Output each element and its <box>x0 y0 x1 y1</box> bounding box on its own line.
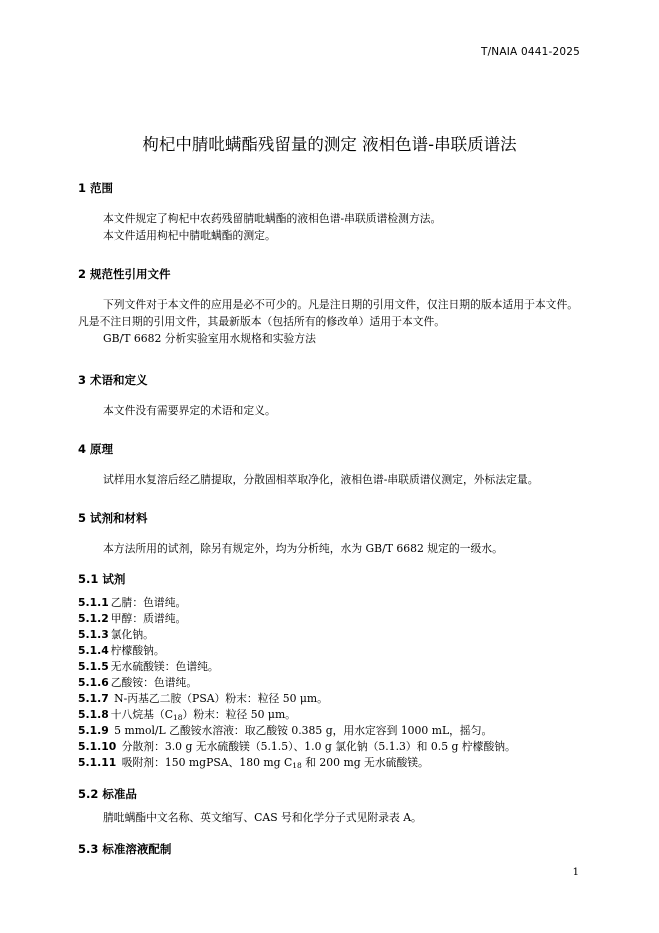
paragraph: 腈吡螨酯中文名称、英文缩写、CAS 号和化学分子式见附录表 A。 <box>103 811 422 824</box>
list-item: 5.1.11 吸附剂：150 mgPSA、180 mg $C_{18}$ 和 200 mg 无水硫酸镁。 <box>78 756 429 770</box>
list-item: 5.1.2 甲醇：质谱纯。 <box>78 612 187 625</box>
list-item: 5.1.10 分散剂：3.0 g 无水硫酸镁（5.1.5）、1.0 g 氯化钠（5.1.3）和 0.5 g 柠檬酸钠。 <box>78 740 516 753</box>
list-item: 5.1.6 乙酸铵：色谱纯。 <box>78 676 198 689</box>
subsection-heading-reference-standard: 5.2 标准品 <box>78 787 137 801</box>
list-item: 5.1.1 乙腈：色谱纯。 <box>78 596 187 609</box>
list-item: 5.1.9 5 mmol/L 乙酸铵水溶液：取乙酸铵 0.385 g，用水定容到 1000 mL，摇匀。 <box>78 724 493 737</box>
paragraph: 下列文件对于本文件的应用是必不可少的。凡是注日期的引用文件，仅注日期的版本适用于本文件。凡是不注日期的引用文件，其最新版本（包括所有的修改单）适用于本文件。 <box>78 298 579 328</box>
section-heading-reagents: 5 试剂和材料 <box>78 511 148 525</box>
list-item: 5.1.5 无水硫酸镁：色谱纯。 <box>78 660 219 673</box>
paragraph: 本方法所用的试剂，除另有规定外，均为分析纯，水为 GB/T 6682 规定的一级水。 <box>103 542 503 555</box>
subsection-heading-reagents: 5.1 试剂 <box>78 572 126 586</box>
paragraph: 试样用水复溶后经乙腈提取，分散固相萃取净化，液相色谱-串联质谱仪测定，外标法定量。 <box>103 473 539 486</box>
page-number: 1 <box>572 867 579 878</box>
paragraph: 本文件没有需要界定的术语和定义。 <box>103 404 276 417</box>
list-item: 5.1.4 柠檬酸钠。 <box>78 644 165 657</box>
section-heading-terms: 3 术语和定义 <box>78 373 148 387</box>
list-item: 5.1.7 N-丙基乙二胺（PSA）粉末：粒径 50 μm。 <box>78 692 328 705</box>
subsection-heading-standard-solution: 5.3 标准溶液配制 <box>78 842 172 856</box>
paragraph: 本文件适用枸杞中腈吡螨酯的测定。 <box>103 229 276 242</box>
paragraph: GB/T 6682 分析实验室用水规格和实验方法 <box>103 332 316 345</box>
list-item: 5.1.8 十八烷基$(C_{18})$粉末：粒径 50 μm。 <box>78 708 296 722</box>
list-item: 5.1.3 氯化钠。 <box>78 628 154 641</box>
section-heading-principle: 4 原理 <box>78 442 114 456</box>
paragraph: 本文件规定了枸杞中农药残留腈吡螨酯的液相色谱-串联质谱检测方法。 <box>103 212 442 225</box>
document-title: 枸杞中腈吡螨酯残留量的测定 液相色谱-串联质谱法 <box>142 135 517 154</box>
section-heading-normative-references: 2 规范性引用文件 <box>78 267 171 281</box>
standard-code: T/NAIA 0441-2025 <box>480 46 580 58</box>
section-heading-scope: 1 范围 <box>78 181 114 195</box>
